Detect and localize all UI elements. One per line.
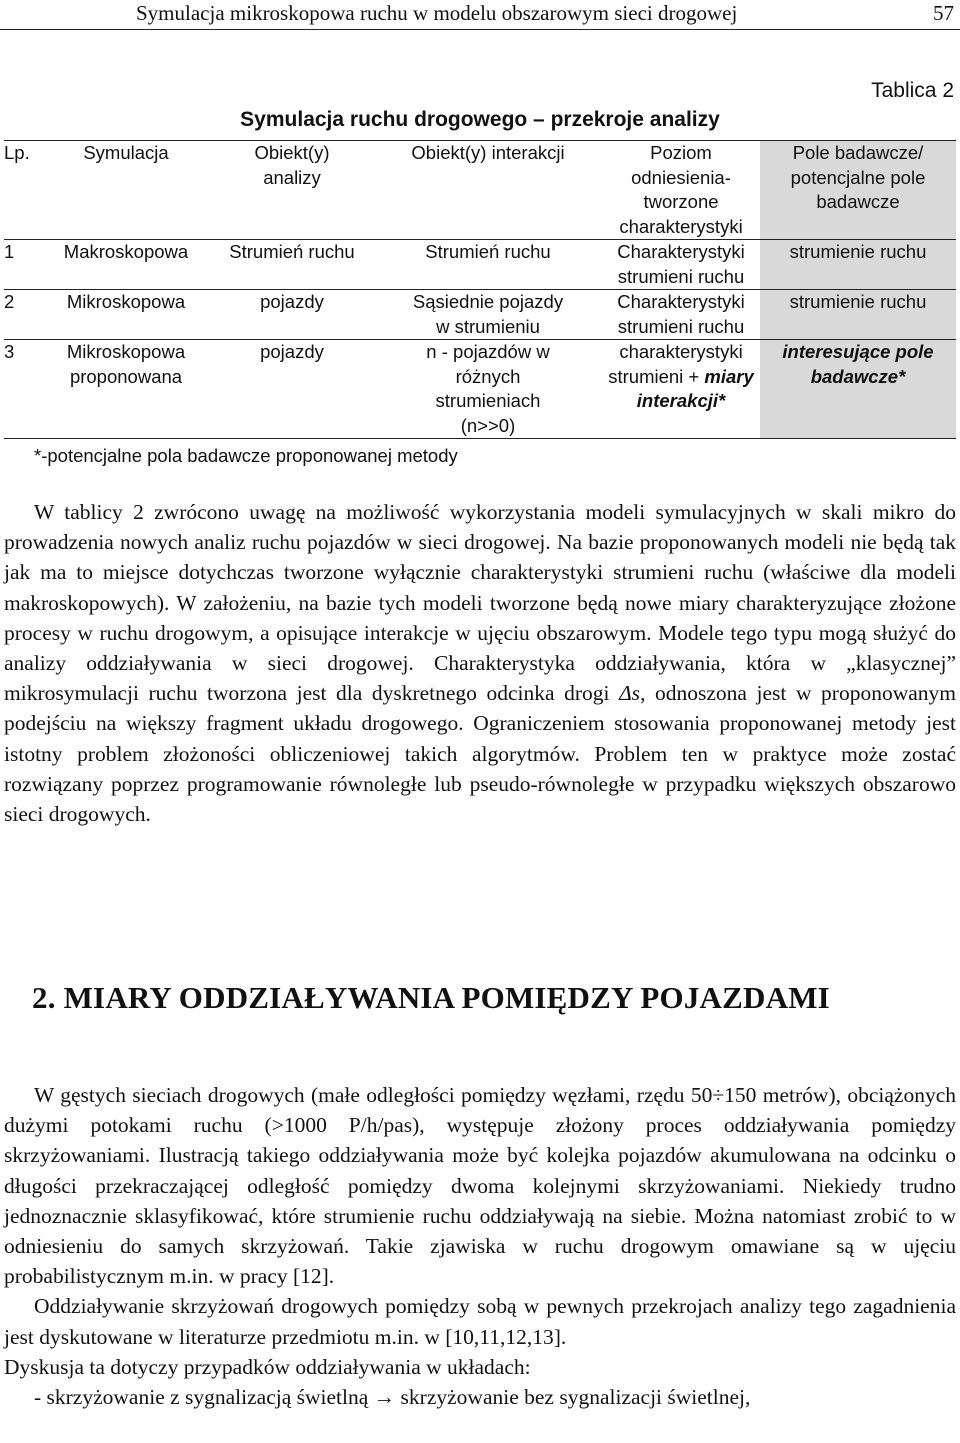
header-object: Obiekt(y) analizy xyxy=(210,141,374,240)
cell-lp: 3 xyxy=(4,341,15,362)
header-interaction: Obiekt(y) interakcji xyxy=(374,141,602,240)
cell-level: Charakterystyki strumieni ruchu xyxy=(617,241,745,287)
cell-level xyxy=(602,340,760,439)
cell-object: Strumień ruchu xyxy=(229,241,355,262)
cell-field: strumienie ruchu xyxy=(760,290,956,340)
paragraph-4-text: Dyskusja ta dotyczy przypadków oddziaływania w układach: xyxy=(4,1354,531,1379)
table-row xyxy=(4,240,956,290)
cell-object: pojazdy xyxy=(260,291,324,312)
cell-interaction: Sąsiednie pojazdy w strumieniu xyxy=(412,291,564,337)
running-header xyxy=(0,0,960,30)
header-rule xyxy=(0,29,960,30)
table-label: Tablica 2 xyxy=(871,79,954,102)
cell-field-emph: interesujące pole badawcze* xyxy=(782,341,934,387)
cell-simulation: Mikroskopowa proponowana xyxy=(66,341,186,387)
cell-field xyxy=(760,340,956,439)
paragraph-2 xyxy=(4,1080,956,1412)
cell-level-emph: miary interakcji* xyxy=(636,365,754,411)
paragraph-1 xyxy=(4,497,956,829)
cell-lp: 2 xyxy=(4,291,15,312)
paragraph-3-text: Oddziaływanie skrzyżowań drogowych pomiędzy sobą w pewnych przekrojach analizy tego zagadnienia jest dyskutowane w literaturze przedmiotu m.in. w [10,11,12,13]. xyxy=(4,1294,956,1349)
cell-simulation: Mikroskopowa xyxy=(66,291,186,312)
cell-simulation: Makroskopowa xyxy=(63,241,189,262)
header-field: Pole badawcze/ potencjalne pole badawcze xyxy=(760,141,956,240)
table-footnote: *-potencjalne pola badawcze proponowanej metody xyxy=(34,445,458,466)
list-item: - skrzyżowanie z sygnalizacją świetlną → skrzyżowanie bez sygnalizacji świetlnej, xyxy=(34,1385,751,1410)
table-title: Symulacja ruchu drogowego – przekroje analizy xyxy=(240,108,720,131)
cell-object: pojazdy xyxy=(260,341,324,362)
delta-s-symbol: Δs xyxy=(619,681,641,706)
paragraph-2-text: W gęstych sieciach drogowych (małe odległości pomiędzy węzłami, rzędu 50÷150 metrów), obciążonych dużymi potokami ruchu (>1000 P/h/pas), występuje złożony proces oddziaływania pomiędzy skrzyżowaniami. Ilustracją takiego oddziaływania może być kolejka pojazdów akumulowana na odcinku o długości przekraczającej odległość pomiędzy dwoma kolejnymi skrzyżowaniami. Niekiedy trudno jednoznacznie sklasyfikować, które strumienie ruchu oddziaływają na siebie. Można natomiast zrobić to w odniesieniu do samych skrzyżowań. Takie zjawiska w ruchu drogowym omawiane są w ujęciu probabilistycznym m.in. w pracy [12]. xyxy=(4,1083,956,1289)
running-title: Symulacja mikroskopowa ruchu w modelu obszarowym sieci drogowej xyxy=(136,1,738,25)
cell-interaction: n - pojazdów w różnych strumieniach (n>>0) xyxy=(426,341,550,436)
paragraph-1-text-a: W tablicy 2 zwrócono uwagę na możliwość wykorzystania modeli symulacyjnych w skali mikro do prowadzenia nowych analiz ruchu pojazdów w sieci drogowej. Na bazie proponowanych modeli nie będą tak jak ma to miejsce dotychczas tworzone wyłącznie charakterystyki strumieni ruchu (właściwe dla modeli makroskopowych). W założeniu, na bazie tych modeli tworzone będą nowe miary charakteryzujące złożone procesy w ruchu drogowym, a opisujące interakcje w ujęciu obszarowym. Modele tego typu mogą służyć do analizy oddziaływania w sieci drogowej. Charakterystyka oddziaływania, która w „klasycznej” mikrosymulacji ruchu tworzona jest dla dyskretnego odcinka drogi xyxy=(4,500,956,706)
header-simulation: Symulacja xyxy=(42,141,210,240)
cell-lp: 1 xyxy=(4,241,15,262)
page-number: 57 xyxy=(933,1,954,25)
header-lp: Lp. xyxy=(4,141,42,240)
cell-interaction: Strumień ruchu xyxy=(425,241,551,262)
section-heading: 2. MIARY ODDZIAŁYWANIA POMIĘDZY POJAZDAMI xyxy=(32,980,830,1015)
table-row xyxy=(4,290,956,340)
cell-level: Charakterystyki strumieni ruchu xyxy=(617,291,745,337)
cell-level-text: charakterystyki strumieni + xyxy=(608,341,743,387)
header-level: Poziom odniesienia-tworzone charakterystyki xyxy=(602,141,760,240)
table-row xyxy=(4,340,956,439)
table-header-row xyxy=(4,141,956,240)
analysis-table xyxy=(4,140,956,439)
paragraph-1-text-b: , odnoszona jest w proponowanym podejściu na większy fragment układu drogowego. Ograniczeniem stosowania proponowanej metody jest istotny problem złożoności obliczeniowej takich algorytmów. Problem ten w praktyce może zostać rozwiązany poprzez programowanie równoległe lub pseudo-równoległe w przypadku większych obszarowo sieci drogowych. xyxy=(4,681,956,827)
cell-field: strumienie ruchu xyxy=(760,240,956,290)
